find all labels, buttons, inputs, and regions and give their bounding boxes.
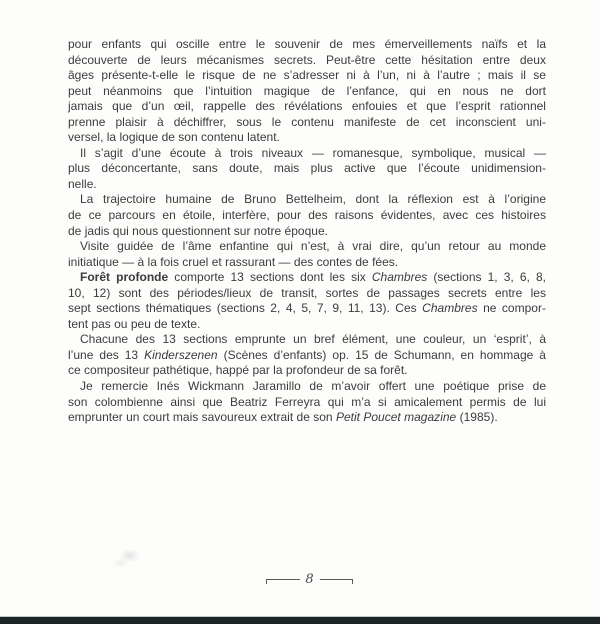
plain-text: de jadis qui nous questionnent sur notre époque. [68, 223, 329, 238]
scan-smudge [108, 546, 144, 570]
italic-text: Chambres [371, 270, 428, 285]
text-line [68, 53, 546, 69]
plain-text: (sections 1, 3, 6, 8, [427, 270, 546, 285]
text-line [68, 270, 546, 286]
italic-text: Chambres [422, 301, 478, 316]
plain-text: tent pas ou peu de texte. [68, 316, 201, 331]
plain-text: Il s’agit d’une écoute à trois niveaux — romanesque, symbolique, musical — [80, 145, 546, 160]
text-line [68, 99, 546, 115]
plain-text: jamais que d’un œil, rappelle des révélations enfouies et que l’esprit rationnel [68, 99, 546, 114]
text-line [68, 395, 546, 411]
text-line [68, 286, 546, 302]
plain-text: de ce parcours en étoile, interfère, pour des raisons évidentes, avec ces histoires [68, 208, 546, 223]
text-line [68, 363, 546, 379]
italic-text: Kinderszenen [144, 347, 218, 362]
text-line [68, 130, 546, 146]
text-line [68, 348, 546, 364]
footer-rule [266, 572, 353, 587]
text-line [68, 161, 546, 177]
plain-text: découverte de leurs mécanismes secrets. Peut-être cette hésitation entre deux [68, 52, 546, 67]
plain-text: versel, la logique de son contenu latent. [68, 130, 280, 145]
plain-text: plus déconcertante, sans doute, mais plus active que l’écoute unidimension- [68, 161, 546, 176]
body-text [68, 37, 546, 426]
text-line [68, 115, 546, 131]
italic-text: Petit Poucet magazine [335, 410, 457, 425]
plain-text: son colombienne ainsi que Beatriz Ferreyra qui m’a si amicalement permis de lui [68, 394, 546, 409]
text-line [68, 208, 546, 224]
text-line [68, 239, 546, 255]
text-line [68, 192, 546, 208]
bold-text: Forêt profonde [80, 270, 169, 285]
plain-text: Je remercie Inés Wickmann Jaramillo de m’avoir offert une poétique prise de [80, 379, 546, 394]
plain-text: peut néanmoins que l’intuition magique de l’enfance, qui en nous ne dort [68, 83, 546, 98]
text-line [68, 37, 546, 53]
text-line [68, 410, 546, 426]
footer-rule-left-tick [266, 579, 267, 584]
plain-text: pour enfants qui oscille entre le souvenir de mes émerveillements naïfs et la [68, 37, 546, 51]
text-line [68, 317, 546, 333]
text-line [68, 332, 546, 348]
text-line [68, 301, 546, 317]
plain-text: l’une des 13 [68, 347, 145, 362]
plain-text: initiatique — à la fois cruel et rassurant — des contes de fées. [68, 254, 399, 269]
plain-text: comporte 13 sections dont les six [168, 270, 372, 285]
footer-rule-right-tick [352, 579, 353, 584]
plain-text: emprunter un court mais savoureux extrait de son [68, 410, 336, 425]
text-line [68, 255, 546, 271]
text-line [68, 146, 546, 162]
plain-text: ce compositeur pathétique, happé par la profondeur de sa forêt. [68, 363, 408, 378]
text-line [68, 68, 546, 84]
plain-text: La trajectoire humaine de Bruno Bettelheim, dont la réflexion est à l’origine [80, 192, 546, 207]
plain-text: nelle. [68, 176, 97, 191]
text-line [68, 84, 546, 100]
plain-text: ne compor- [477, 301, 546, 316]
plain-text: (Scènes d’enfants) op. 15 de Schumann, en hommage à [217, 347, 546, 362]
plain-text: 10, 12) sont des périodes/lieux de transit, sortes de passages secrets entre les [68, 285, 546, 300]
plain-text: (1985). [456, 410, 498, 425]
text-line [68, 177, 546, 193]
plain-text: âges présente-t-elle le risque de ne s’adresser ni à l’un, ni à l’autre ; mais il se [68, 68, 546, 83]
plain-text: Chacune des 13 sections emprunte un bref élément, une couleur, un ‘esprit’, à [80, 332, 546, 347]
plain-text: prenne plaisir à déchiffrer, sous le contenu manifeste de cet inconscient uni- [68, 114, 546, 129]
text-line [68, 379, 546, 395]
plain-text: Visite guidée de l’âme enfantine qui n’est, à vrai dire, qu’un retour au monde [80, 239, 546, 254]
text-line [68, 224, 546, 240]
plain-text: sept sections thématiques (sections 2, 4, 5, 7, 9, 11, 13). Ces [68, 301, 423, 316]
page-number: 8 [299, 571, 319, 588]
scan-edge-bar [0, 617, 600, 624]
